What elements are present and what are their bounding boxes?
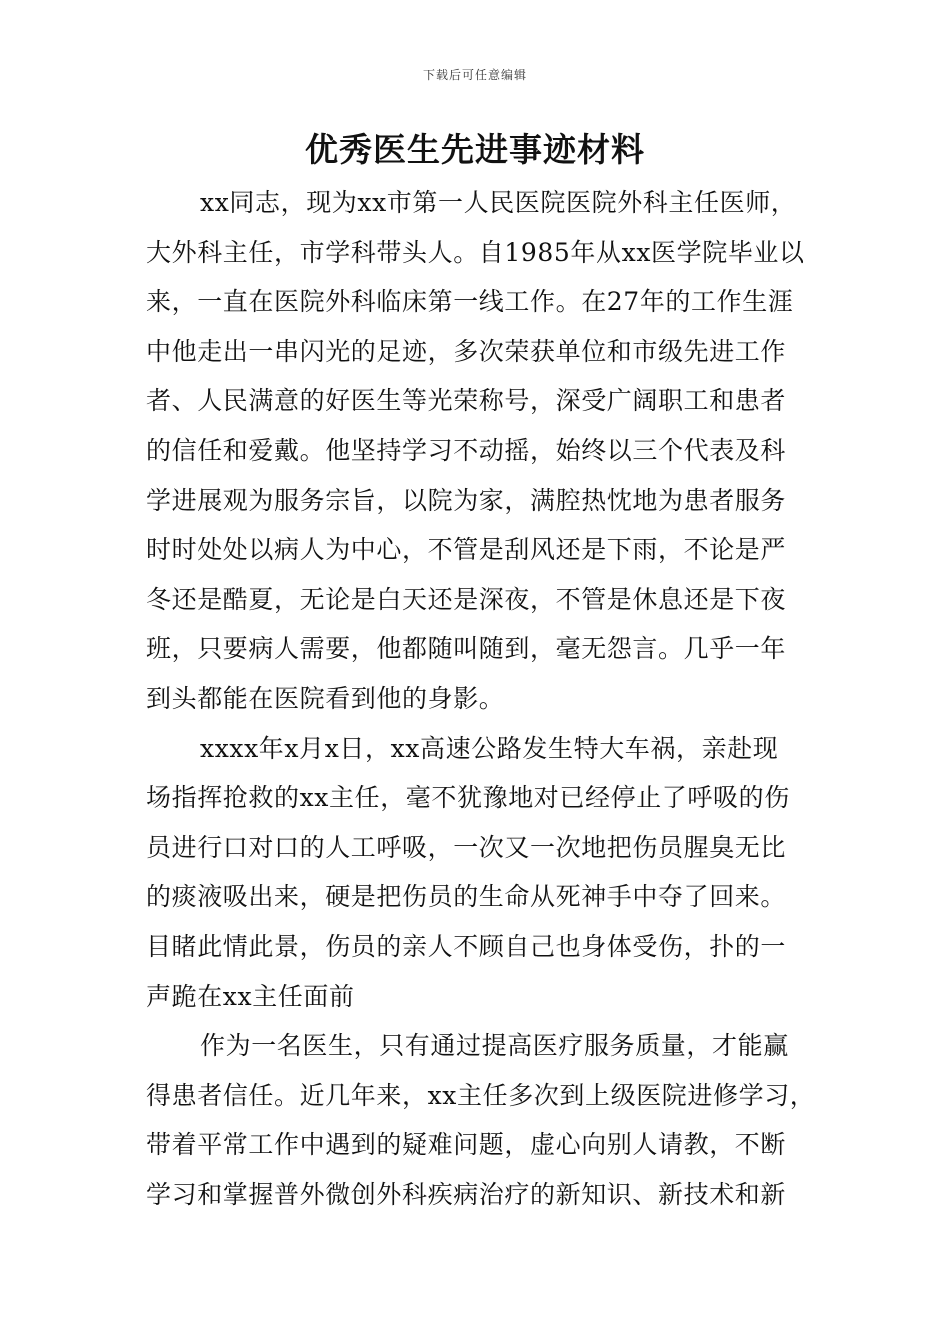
body-line: 目睹此情此景，伤员的亲人不顾自己也身体受伤，扑的一 [146, 931, 787, 961]
body-line: 来，一直在医院外科临床第一线工作。在27年的工作生涯 [146, 287, 794, 317]
body-line: xxxx年x月x日，xx高速公路发生特大车祸，亲赴现 [200, 733, 779, 763]
body-line: 到头都能在医院看到他的身影。 [146, 683, 505, 713]
document-title: 优秀医生先进事迹材料 [305, 130, 645, 169]
document-body [146, 178, 826, 1219]
body-line: 的痰液吸出来，硬是把伤员的生命从死神手中夺了回来。 [146, 882, 787, 912]
page-header-note: 下载后可任意编辑 [422, 68, 527, 82]
body-line: 带着平常工作中遇到的疑难问题，虚心向别人请教，不断 [146, 1130, 787, 1160]
body-line: 者、人民满意的好医生等光荣称号，深受广阔职工和患者 [146, 386, 787, 416]
body-line: 冬还是酷夏，无论是白天还是深夜，不管是休息还是下夜 [146, 584, 787, 614]
body-line: 的信任和爱戴。他坚持学习不动摇，始终以三个代表及科 [146, 435, 787, 465]
body-line: 学习和掌握普外微创外科疾病治疗的新知识、新技术和新 [146, 1179, 787, 1209]
body-line: 班，只要病人需要，他都随叫随到，毫无怨言。几乎一年 [146, 634, 787, 664]
body-line: 时时处处以病人为中心，不管是刮风还是下雨，不论是严 [146, 535, 787, 565]
body-line: 大外科主任，市学科带头人。自1985年从xx医学院毕业以 [146, 237, 805, 267]
body-line: 中他走出一串闪光的足迹，多次荣获单位和市级先进工作 [146, 336, 787, 366]
body-line: 作为一名医生，只有通过提高医疗服务质量，才能赢 [200, 1031, 789, 1061]
body-line: 员进行口对口的人工呼吸，一次又一次地把伤员腥臭无比 [146, 832, 787, 862]
body-line: xx同志，现为xx市第一人民医院医院外科主任医师， [200, 188, 797, 217]
body-line: 声跪在xx主任面前 [146, 981, 355, 1011]
body-line: 学进展观为服务宗旨，以院为家，满腔热忱地为患者服务 [146, 485, 787, 515]
body-line: 得患者信任。近几年来，xx主任多次到上级医院进修学习， [146, 1080, 816, 1110]
body-line: 场指挥抢救的xx主任，毫不犹豫地对已经停止了呼吸的伤 [146, 783, 790, 813]
